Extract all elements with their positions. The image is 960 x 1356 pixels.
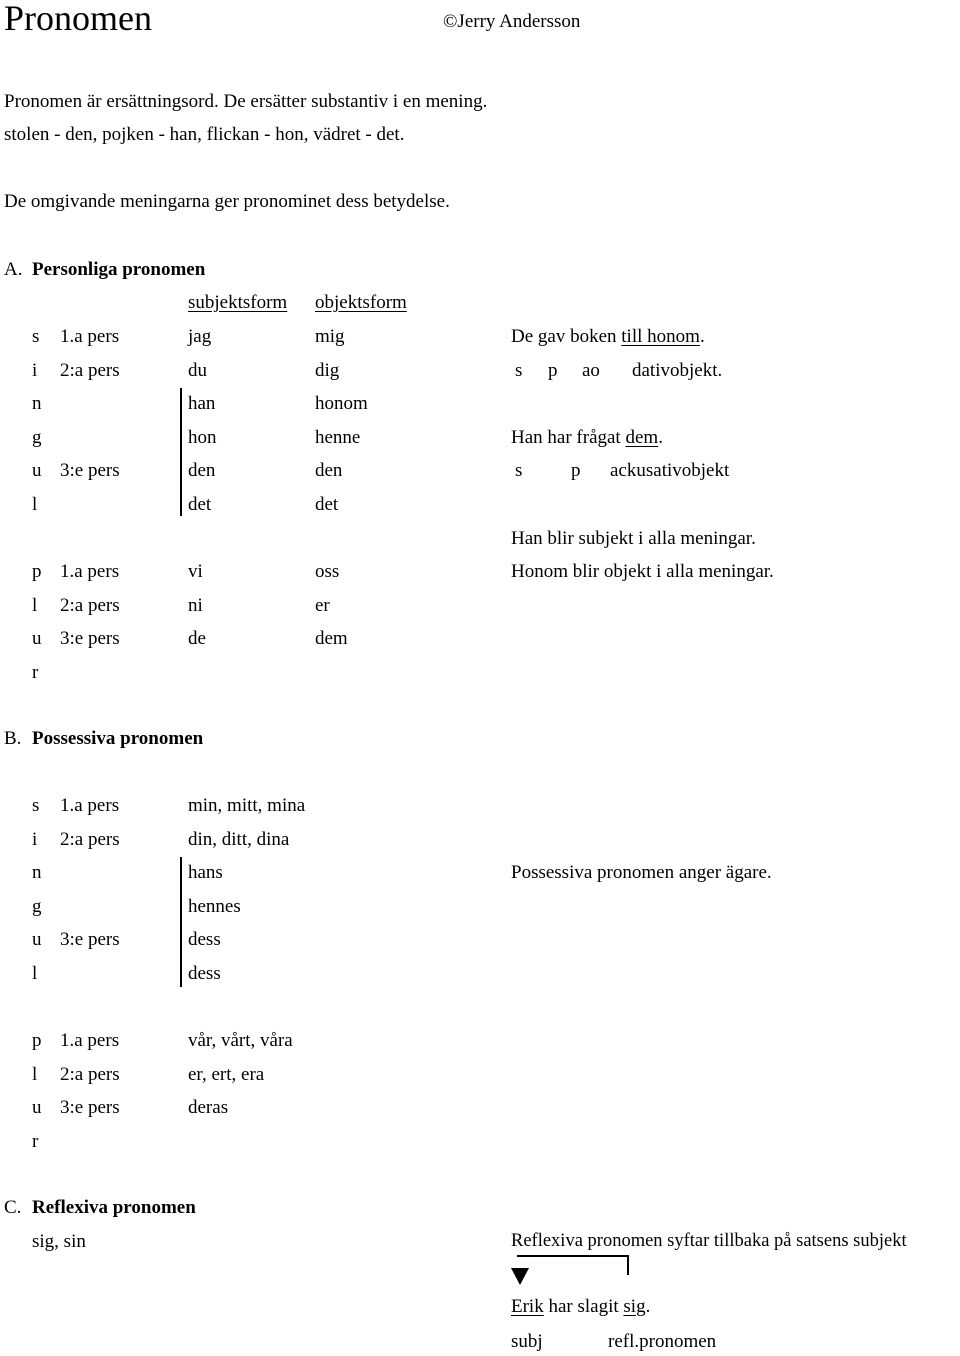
- object-form: honom: [315, 393, 368, 414]
- subject-form: den: [188, 460, 216, 481]
- label-subject: subj: [511, 1331, 543, 1352]
- side-letter: p: [32, 561, 42, 582]
- object-form: det: [315, 494, 339, 515]
- analysis-label: ackusativobjekt: [610, 460, 730, 481]
- person-label: 2:a pers: [60, 829, 120, 850]
- side-letter: r: [32, 662, 39, 683]
- example-text: har slagit: [543, 1296, 624, 1317]
- analysis-label: p: [571, 460, 581, 481]
- object-form: dig: [315, 360, 340, 381]
- side-letter: l: [32, 963, 38, 984]
- possessive-note: Possessiva pronomen anger ägare.: [511, 862, 772, 883]
- side-letter: u: [32, 1097, 42, 1118]
- person-label: 2:a pers: [60, 360, 120, 381]
- subject-form: jag: [188, 326, 212, 347]
- arrow-down-icon: [511, 1268, 529, 1285]
- object-form: mig: [315, 326, 345, 347]
- example-text: De gav boken: [511, 326, 622, 347]
- object-form: den: [315, 460, 343, 481]
- example-sentence-2: [511, 428, 663, 447]
- reflexive-example: [511, 1297, 650, 1316]
- person-label: 3:e pers: [60, 628, 120, 649]
- subject-form: du: [188, 360, 207, 381]
- possessive-forms: vår, vårt, våra: [188, 1030, 293, 1051]
- reflexive-forms: sig, sin: [32, 1231, 86, 1252]
- subject-form: han: [188, 393, 216, 414]
- object-form: er: [315, 595, 330, 616]
- possessive-forms: din, ditt, dina: [188, 829, 290, 850]
- side-letter: l: [32, 1064, 38, 1085]
- possessive-forms: deras: [188, 1097, 229, 1118]
- example-text: Han har frågat: [511, 427, 626, 448]
- example-end: .: [699, 326, 705, 347]
- example-end: .: [658, 427, 663, 448]
- possessive-forms: er, ert, era: [188, 1064, 265, 1085]
- analysis-label: s: [515, 460, 523, 481]
- side-letter: l: [32, 595, 38, 616]
- subject-form: det: [188, 494, 212, 515]
- side-letter: n: [32, 393, 42, 414]
- possessive-forms: dess: [188, 929, 221, 950]
- example-reflexive: sig: [623, 1296, 646, 1317]
- subject-form: ni: [188, 595, 203, 616]
- side-letter: p: [32, 1030, 42, 1051]
- person-label: 3:e pers: [60, 460, 120, 481]
- reference-line: [517, 1255, 629, 1257]
- side-letter: i: [32, 829, 38, 850]
- example-sentence-1: [511, 327, 705, 346]
- possessive-forms: hennes: [188, 896, 241, 917]
- page-title: Pronomen: [4, 0, 152, 38]
- section-b-title: Possessiva pronomen: [32, 728, 204, 749]
- side-letter: u: [32, 929, 42, 950]
- possessive-forms: dess: [188, 963, 221, 984]
- column-header-subject: subjektsform: [188, 292, 288, 313]
- section-b-letter: B.: [4, 728, 22, 749]
- object-form: dem: [315, 628, 348, 649]
- example-subject: Erik: [511, 1296, 544, 1317]
- side-letter: r: [32, 1131, 39, 1152]
- third-person-bracket: [180, 857, 182, 987]
- copyright: ©Jerry Andersson: [443, 11, 581, 32]
- side-letter: n: [32, 862, 42, 883]
- subject-form: vi: [188, 561, 203, 582]
- reflexive-note: Reflexiva pronomen syftar tillbaka på satsens subjekt: [511, 1231, 907, 1251]
- side-letter: u: [32, 460, 42, 481]
- intro-line-1: Pronomen är ersättningsord. De ersätter substantiv i en mening.: [4, 91, 488, 112]
- analysis-label: p: [548, 360, 558, 381]
- object-form: oss: [315, 561, 340, 582]
- possessive-forms: min, mitt, mina: [188, 795, 306, 816]
- person-label: 1.a pers: [60, 326, 120, 347]
- possessive-forms: hans: [188, 862, 223, 883]
- person-label: 2:a pers: [60, 595, 120, 616]
- section-c-letter: C.: [4, 1197, 22, 1218]
- column-header-object: objektsform: [315, 292, 407, 313]
- analysis-label: dativobjekt.: [632, 360, 723, 381]
- object-form: henne: [315, 427, 361, 448]
- subject-form: hon: [188, 427, 217, 448]
- example-underlined: dem: [625, 427, 659, 448]
- person-label: 2:a pers: [60, 1064, 120, 1085]
- label-reflexive: refl.pronomen: [608, 1331, 717, 1352]
- side-letter: i: [32, 360, 38, 381]
- section-c-title: Reflexiva pronomen: [32, 1197, 196, 1218]
- intro-line-2: stolen - den, pojken - han, flickan - hon, vädret - det.: [4, 124, 405, 145]
- side-letter: s: [32, 795, 40, 816]
- example-end: .: [645, 1296, 651, 1317]
- section-a-title: Personliga pronomen: [32, 259, 206, 280]
- person-label: 3:e pers: [60, 929, 120, 950]
- person-label: 1.a pers: [60, 1030, 120, 1051]
- side-letter: g: [32, 896, 42, 917]
- side-letter: u: [32, 628, 42, 649]
- example-underlined: till honom: [621, 326, 700, 347]
- side-letter: s: [32, 326, 40, 347]
- person-label: 1.a pers: [60, 795, 120, 816]
- side-letter: l: [32, 494, 38, 515]
- side-letter: g: [32, 427, 42, 448]
- intro-line-3: De omgivande meningarna ger pronominet dess betydelse.: [4, 191, 450, 212]
- subject-form: de: [188, 628, 206, 649]
- analysis-label: ao: [582, 360, 600, 381]
- person-label: 3:e pers: [60, 1097, 120, 1118]
- reference-line-right: [627, 1255, 629, 1275]
- note-subject: Han blir subjekt i alla meningar.: [511, 528, 756, 549]
- analysis-label: s: [515, 360, 523, 381]
- note-object: Honom blir objekt i alla meningar.: [511, 561, 774, 582]
- person-label: 1.a pers: [60, 561, 120, 582]
- third-person-bracket: [180, 388, 182, 516]
- section-a-letter: A.: [4, 259, 23, 280]
